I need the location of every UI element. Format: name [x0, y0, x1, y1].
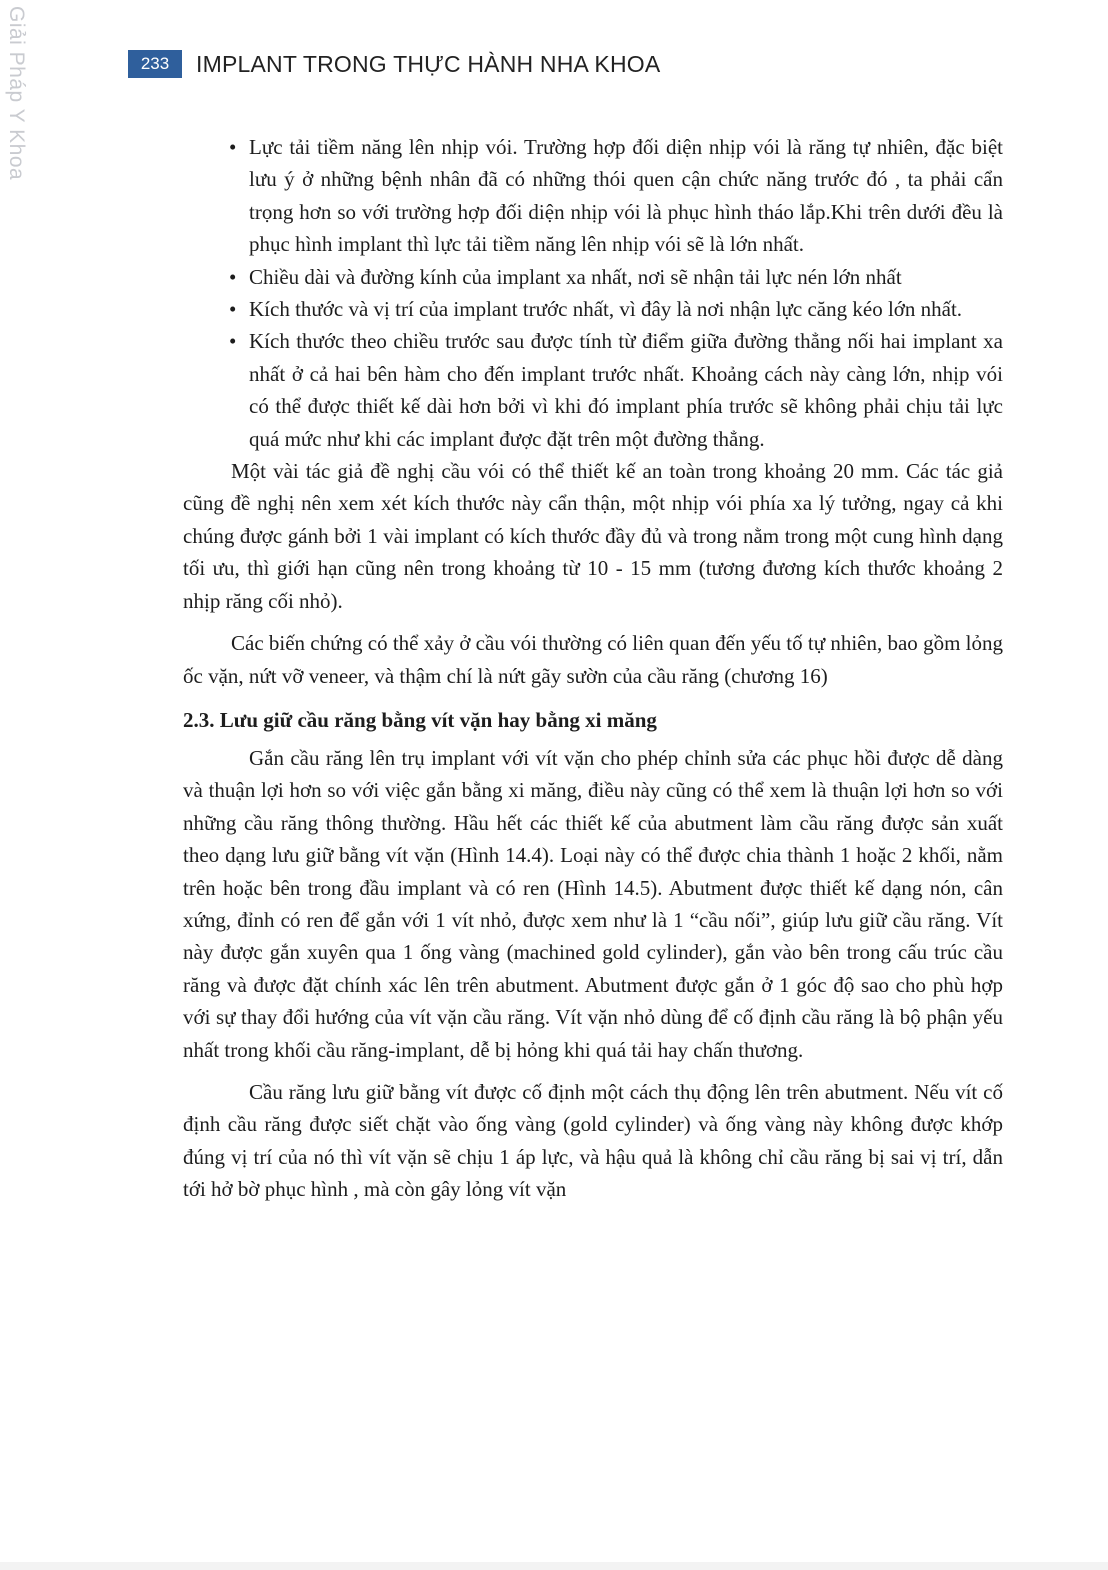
bullet-icon: •: [229, 264, 237, 289]
bullet-list: [183, 131, 1003, 455]
book-title: IMPLANT TRONG THỰC HÀNH NHA KHOA: [196, 50, 661, 77]
page-body: [183, 131, 1003, 1206]
list-item-text: Chiều dài và đường kính của implant xa nhất, nơi sẽ nhận tải lực nén lớn nhất: [249, 264, 902, 289]
page-bottom-edge: [0, 1562, 1108, 1570]
paragraph-screw-retained: Gắn cầu răng lên trụ implant với vít vặn cho phép chỉnh sửa các phục hồi được dễ dàng và thuận lợi hơn so với việc gắn bằng xi măng, điều này cũng có thể xem là thuận lợi hơn so với những cầu răng thông thường. Hầu hết các thiết kế của abutment làm cầu răng được sản xuất theo dạng lưu giữ bằng vít vặn (Hình 14.4). Loại này có thể được chia thành 1 hoặc 2 khối, nằm trên hoặc bên trong đầu implant và có ren (Hình 14.5). Abutment được thiết kế dạng nón, cân xứng, đỉnh có ren để gắn với 1 vít nhỏ, được xem như là 1 “cầu nối”, giúp lưu giữ cầu răng. Vít này được gắn xuyên qua 1 ống vàng (machined gold cylinder), gắn vào bên trong cấu trúc cầu răng và được đặt chính xác lên trên abutment. Abutment được gắn ở 1 góc độ sao cho phù hợp với sự thay đổi hướng của vít vặn cầu răng. Vít vặn nhỏ dùng để cố định cầu răng là bộ phận yếu nhất trong khối cầu răng-implant, dễ bị hỏng khi quá tải hay chấn thương.: [183, 745, 1003, 1062]
list-item-text: Kích thước và vị trí của implant trước nhất, vì đây là nơi nhận lực căng kéo lớn nhất.: [249, 297, 963, 322]
list-item: [229, 325, 1003, 455]
bullet-icon: •: [229, 297, 237, 322]
page-number: 233: [128, 50, 182, 78]
watermark: Giải Pháp Y Khoa: [5, 6, 28, 181]
list-item-text: Kích thước theo chiều trước sau được tính từ điểm giữa đường thẳng nối hai implant xa nhất ở cả hai bên hàm cho đến implant trước nhất. Khoảng cách này càng lớn, nhịp vói có thể được thiết kế dài hơn bởi vì khi đó implant phía trước sẽ không phải chịu tải lực quá mức như khi các implant được đặt trên một đường thẳng.: [249, 329, 1003, 451]
bullet-icon: •: [229, 135, 237, 159]
section-heading: 2.3. Lưu giữ cầu răng bằng vít vặn hay bằng xi măng: [183, 707, 657, 732]
list-item-text: Lực tải tiềm năng lên nhịp vói. Trường hợp đối diện nhịp vói là răng tự nhiên, đặc biệt lưu ý ở những bệnh nhân đã có những thói quen cận chức năng trước đó , ta phải cẩn trọng hơn so với trường hợp đối diện nhịp vói là phục hình tháo lắp.Khi trên dưới đều là phục hình implant thì lực tải tiềm năng lên nhịp vói sẽ là lớn nhất.: [249, 135, 1003, 257]
paragraph-span-length: Một vài tác giả đề nghị cầu vói có thể thiết kế an toàn trong khoảng 20 mm. Các tác giả cũng đề nghị nên xem xét kích thước này cẩn thận, một nhịp vói phía xa lý tưởng, ngay cả khi chúng được gánh bởi 1 vài implant có kích thước đầy đủ và trong nằm trong một cung hình dạng tối ưu, thì giới hạn cũng nên trong khoảng từ 10 - 15 mm (tương đương kích thước khoảng 2 nhịp răng cối nhỏ).: [183, 459, 1003, 613]
list-item: [229, 131, 1003, 261]
bullet-icon: •: [229, 329, 237, 354]
list-item: [229, 293, 1003, 325]
list-item: [229, 261, 1003, 293]
paragraph-passive-fit: Cầu răng lưu giữ bằng vít được cố định một cách thụ động lên trên abutment. Nếu vít cố định cầu răng được siết chặt vào ống vàng (gold cylinder) và ống vàng này không được khớp đúng vị trí của nó thì vít vặn sẽ chịu 1 áp lực, và hậu quả là không chỉ cầu răng bị sai vị trí, dẫn tới hở bờ phục hình , mà còn gây lỏng vít vặn: [183, 1079, 1003, 1202]
running-header: [128, 48, 660, 80]
paragraph-complications: Các biến chứng có thể xảy ở cầu vói thường có liên quan đến yếu tố tự nhiên, bao gồm lỏng ốc vặn, nứt vỡ veneer, và thậm chí là nứt gãy sườn của cầu răng (chương 16): [183, 631, 1003, 688]
